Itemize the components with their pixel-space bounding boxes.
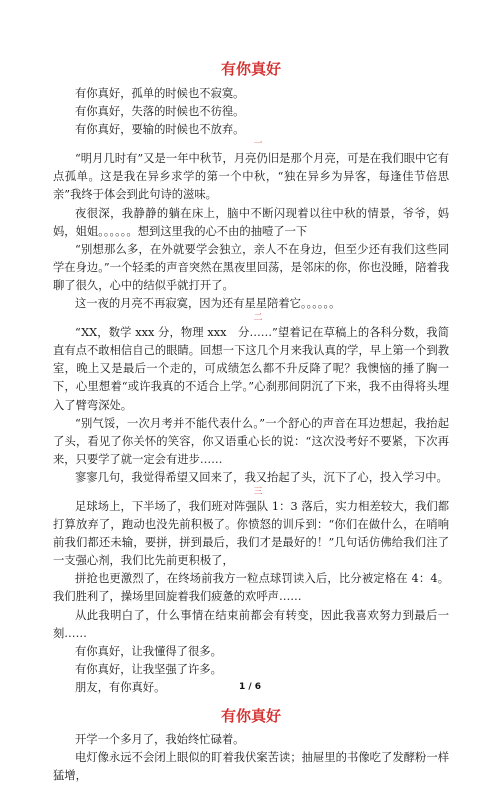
paragraph: 开学一个多月了，我始终忙碌着。 xyxy=(75,733,245,746)
poem-line: 有你真好，要输的时候也不放弃。 xyxy=(75,123,245,137)
paragraph: 朋友，有你真好。 xyxy=(75,680,166,694)
paragraph: 电灯像永远不会闭上眼似的盯着我伏案苦读；抽屉里的书像吃了发酵粉一样猛增， xyxy=(53,751,449,783)
paragraph: 从此我明白了，什么事情在结束前都会有转变，因此我喜欢努力到最后一刻…… xyxy=(53,608,449,640)
paragraph: “别气馁，一次月考并不能代表什么。”一个舒心的声音在耳边想起，我抬起了头，看见了你关怀的笑容，你又语重心长的说：“这次没考好不要紧，下次再来，只要学了就一定会有进步…… xyxy=(53,416,449,466)
section-number: 三 xyxy=(253,486,263,497)
second-article-title: 有你真好 xyxy=(220,707,281,725)
paragraph: 这一夜的月亮不再寂寞，因为还有星星陪着它。。。。。。 xyxy=(75,297,341,311)
paragraph: 拼抢也更激烈了，在终场前我方一粒点球罚读入后，比分被定格在 4：4。我们胜利了，操场里回旋着我们疲惫的欢呼声…… xyxy=(53,572,449,604)
document-content xyxy=(53,58,449,785)
poem-line: 有你真好，失落的时候也不彷徨。 xyxy=(75,105,245,119)
paragraph: 寥寥几句，我觉得希望又回来了，我又抬起了头，沉下了心，投入学习中。 xyxy=(75,470,448,484)
paragraph: “XX，数学 xxx 分，物理 xxx 分……”望着记在草稿上的各科分数，我简直有点不敢相信自己的眼睛。回想一下这几个月来我认真的学，早上第一个到教室，晚上又是最后一个走的，可成绩怎么都不升反降了呢？我懊恼的捶了胸一下，心里想着“或许我真的不适合上学。”心刹那间阴沉了下来，我不由得将头埋入了臂弯深处。 xyxy=(53,326,449,412)
poem-line: 有你真好，孤单的时候也不寂寞。 xyxy=(75,87,245,100)
paragraph: 有你真好，让我懂得了很多。 xyxy=(75,644,222,658)
paragraph: “明月几时有”又是一年中秋节，月亮仍旧是那个月亮，可是在我们眼中它有点孤单。这是我在异乡求学的第一个中秋，“独在异乡为异客，每逢佳节倍思亲”我终于体会到此句诗的滋味。 xyxy=(53,152,449,202)
paragraph: 有你真好，让我坚强了许多。 xyxy=(75,662,222,676)
page-number: 1 / 6 xyxy=(238,682,262,692)
section-number: 二 xyxy=(253,313,263,324)
article-title: 有你真好 xyxy=(220,60,281,78)
paragraph: “别想那么多，在外就要学会独立，亲人不在身边，但至少还有我们这些同学在身边。”一个轻柔的声音突然在黑夜里回荡，是邻床的你，你也没睡，陪着我聊了很久，心中的结似乎就打开了。 xyxy=(53,242,449,292)
paragraph: 足球场上，下半场了，我们班对阵强队 1：3 落后，实力相差较大，我们都打算放弃了，跑动也没先前积极了。你愤怒的训斥到：“你们在做什么，在哨响前我们都还未输，要拼，拼到最后，我们才是最好的！”几句话仿佛给我们注了一支强心剂，我们比先前更积极了， xyxy=(53,499,449,568)
section-number: 一 xyxy=(253,139,263,150)
paragraph: 夜很深，我静静的躺在床上，脑中不断闪现着以往中秋的情景，爷爷，妈妈，姐姐。。。。。。想到这里我的心不由的抽噎了一下 xyxy=(53,206,449,238)
